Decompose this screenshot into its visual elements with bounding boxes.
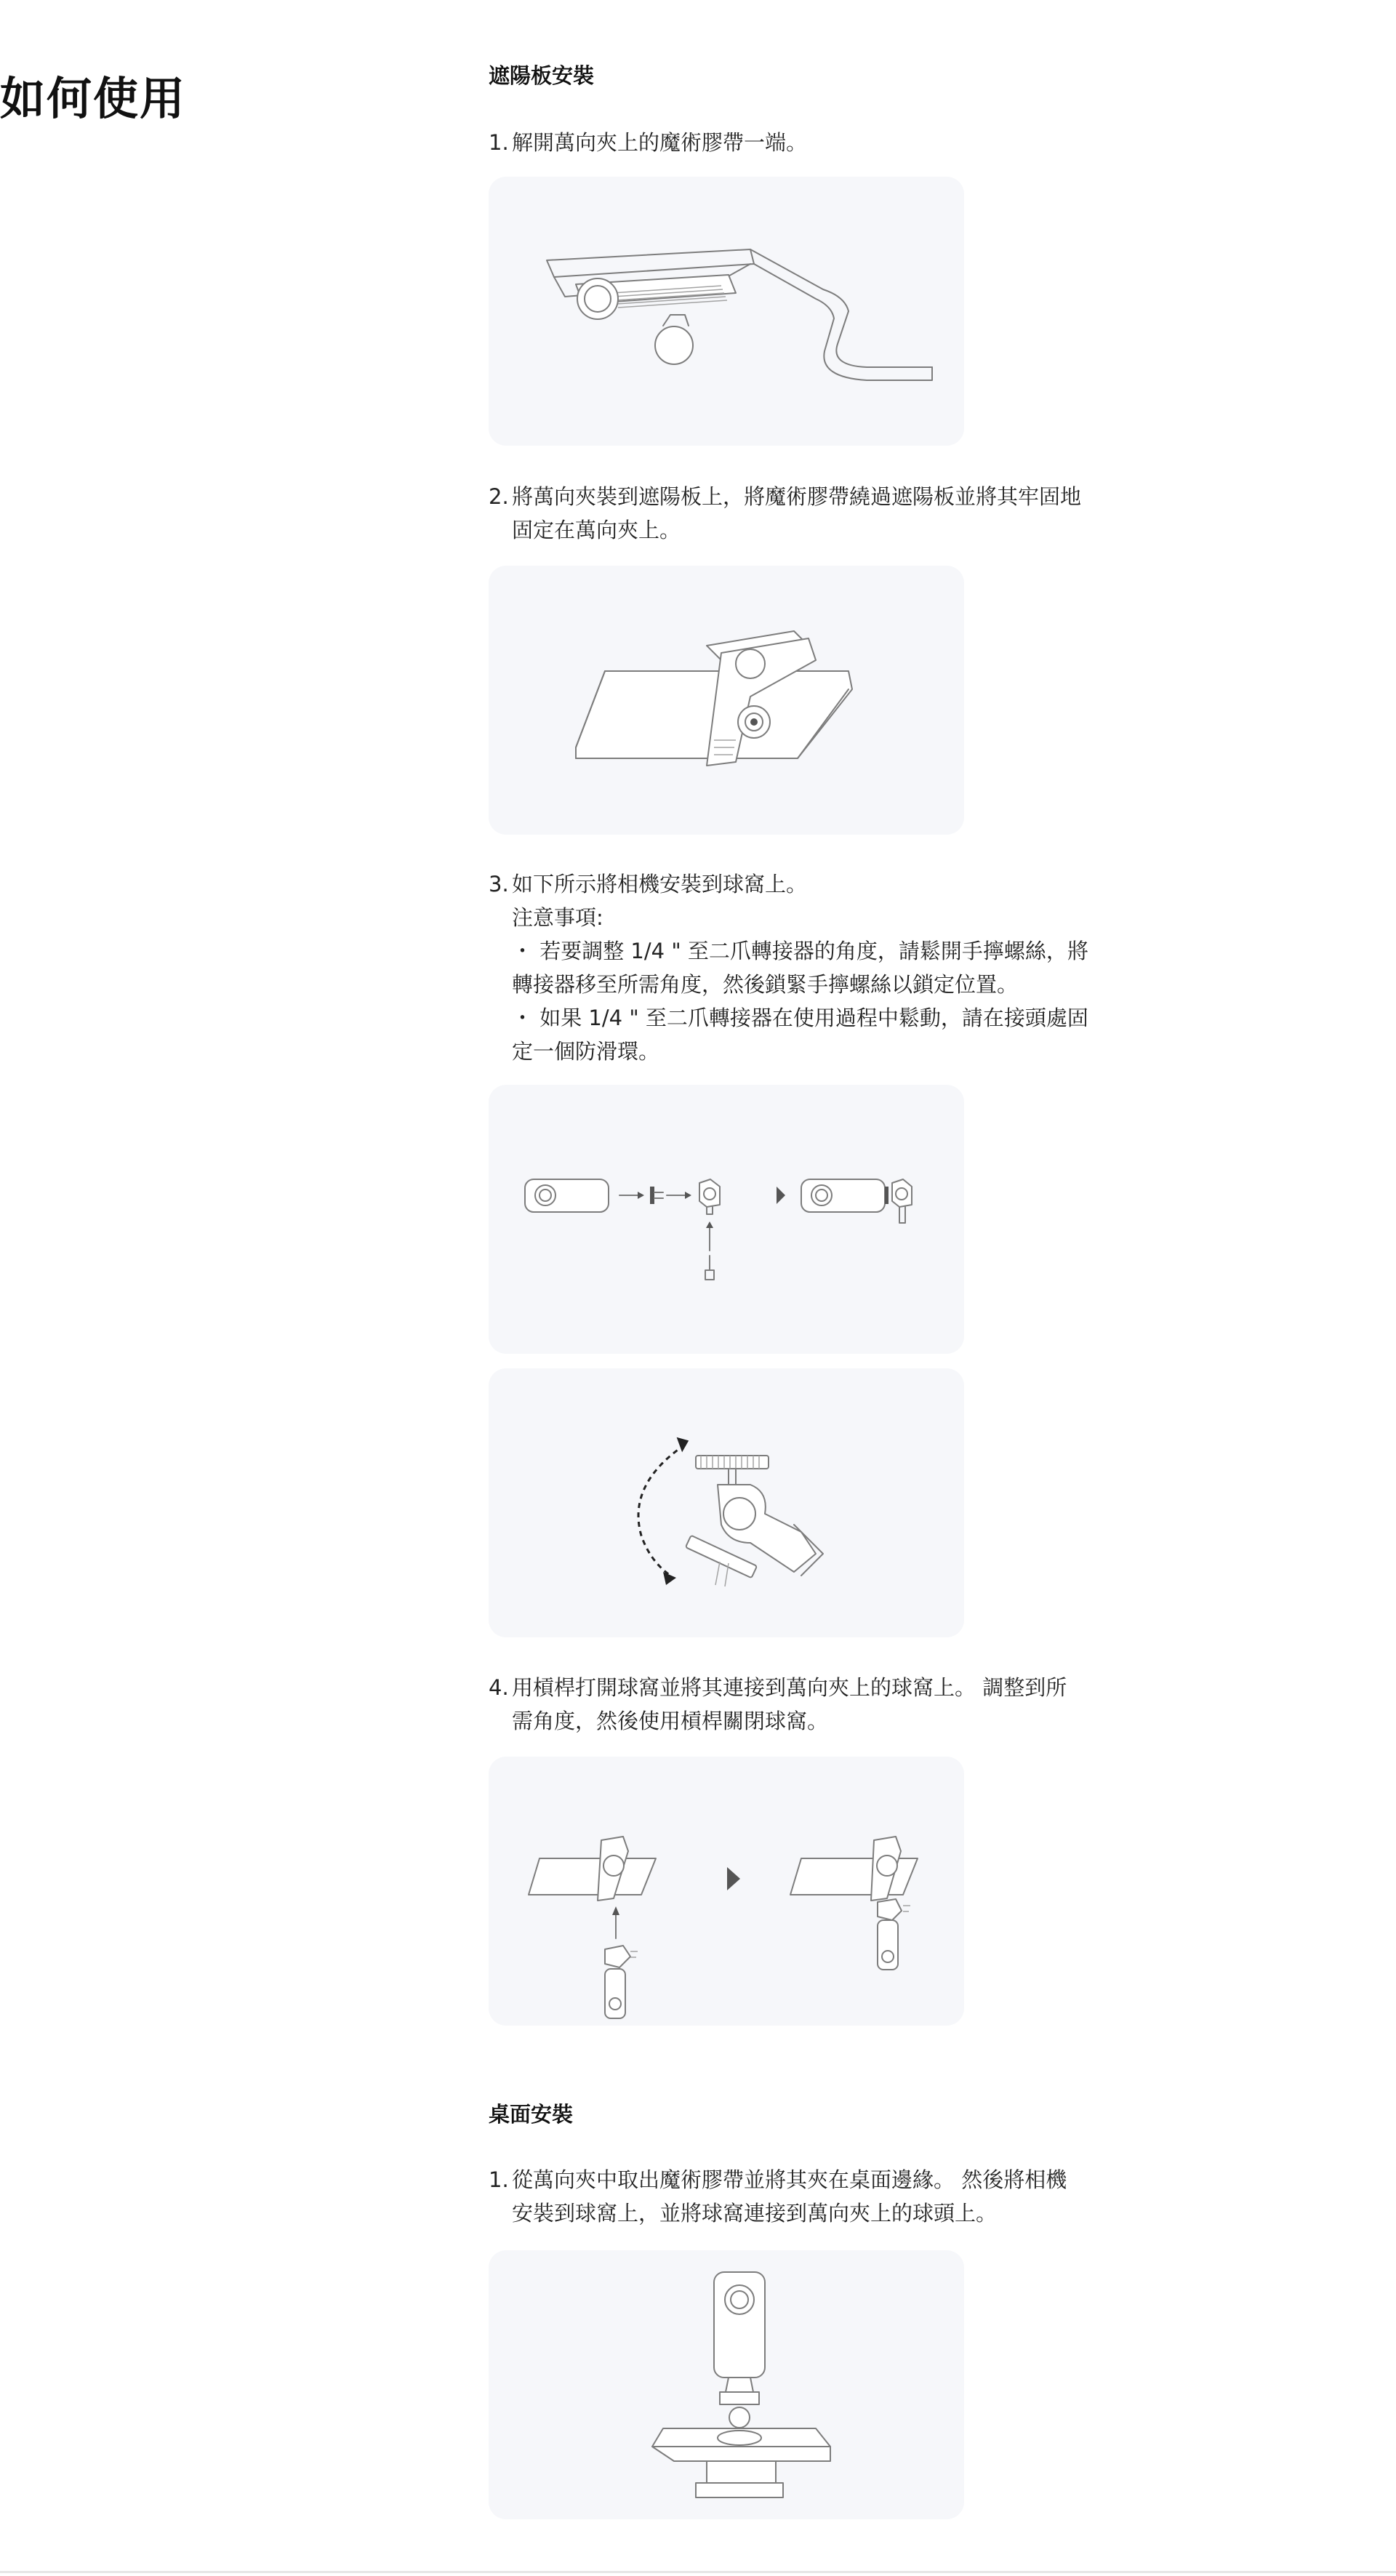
clamp-velcro-illustration <box>489 177 964 446</box>
step-number: 1. <box>489 2167 509 2192</box>
section-heading-desk: 桌面安裝 <box>489 2102 574 2127</box>
step-text: 將萬向夾裝到遮陽板上，將魔術膠帶繞過遮陽板並將其牢固地 <box>512 484 1082 509</box>
step-text: 解開萬向夾上的魔術膠帶一端。 <box>512 130 808 155</box>
note-text: 定一個防滑環。 <box>512 1039 660 1064</box>
note-text: ・ 若要調整 1/4 " 至二爪轉接器的角度，請鬆開手擰螺絲，將 <box>512 939 1088 963</box>
ball-socket-attach-illustration <box>489 1757 964 2026</box>
note-text: 轉接器移至所需角度，然後鎖緊手擰螺絲以鎖定位置。 <box>512 972 1019 997</box>
footer-divider <box>0 2571 1396 2573</box>
step-number: 1. <box>489 130 509 155</box>
step-sunvisor-2 <box>489 480 1150 547</box>
clamp-on-sunvisor-illustration <box>489 566 964 835</box>
step-sunvisor-3 <box>489 867 1150 1068</box>
step-text: 固定在萬向夾上。 <box>512 518 681 542</box>
step-number: 2. <box>489 484 509 509</box>
step-number: 4. <box>489 1675 509 1700</box>
note-label: 注意事項: <box>512 905 603 930</box>
step-number: 3. <box>489 872 509 896</box>
step-sunvisor-4 <box>489 1671 1150 1738</box>
step-text: 從萬向夾中取出魔術膠帶並將其夾在桌面邊緣。 然後將相機 <box>512 2167 1067 2192</box>
adapter-angle-adjust-illustration <box>489 1368 964 1637</box>
step-sunvisor-1 <box>489 126 1150 159</box>
step-text: 用槓桿打開球窩並將其連接到萬向夾上的球窩上。 調整到所 <box>512 1675 1067 1700</box>
page-title: 如何使用 <box>0 72 187 125</box>
step-text: 需角度，然後使用槓桿關閉球窩。 <box>512 1709 829 1733</box>
step-text: 安裝到球窩上，並將球窩連接到萬向夾上的球頭上。 <box>512 2201 998 2226</box>
adapter-assembly-illustration <box>489 1085 964 1354</box>
step-desk-1 <box>489 2163 1150 2230</box>
step-text: 如下所示將相機安裝到球窩上。 <box>512 872 808 896</box>
section-heading-sunvisor: 遮陽板安裝 <box>489 63 595 88</box>
desk-mount-illustration <box>489 2250 964 2519</box>
note-text: ・ 如果 1/4 " 至二爪轉接器在使用過程中鬆動，請在接頭處固 <box>512 1006 1088 1030</box>
